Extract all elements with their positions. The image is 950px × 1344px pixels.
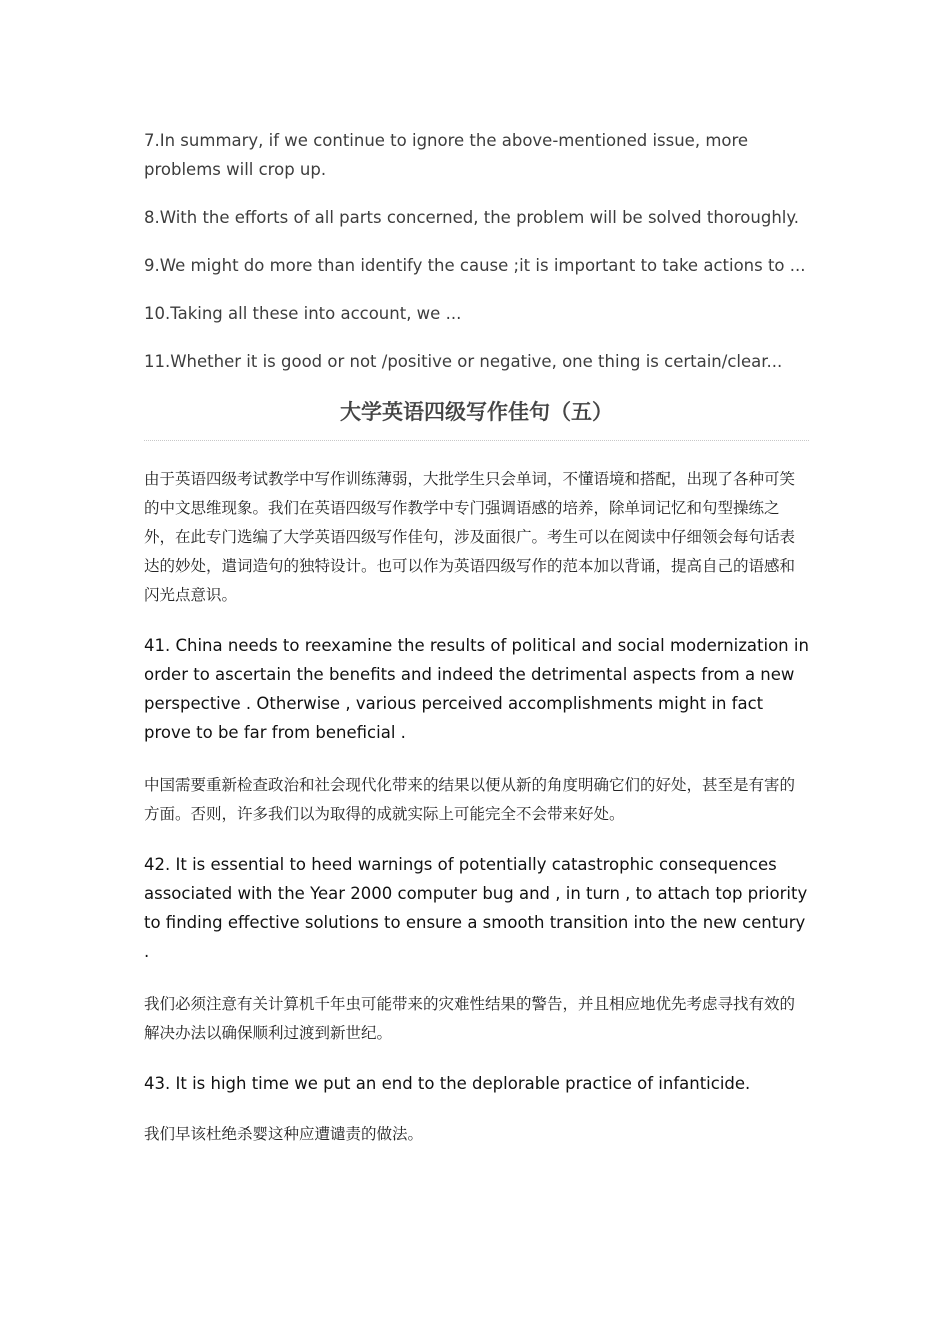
sentence-english: 41. China needs to reexamine the results of political and social modernization in order to ascertain the benefits and indeed the detrimental aspects from a new perspective . Otherwise , various perceived accomplishments might in fact prove to be far from beneficial . <box>144 636 809 742</box>
phrase-item: 11.Whether it is good or not /positive or negative, one thing is certain/clear... <box>144 352 783 371</box>
intro-paragraph: 由于英语四级考试教学中写作训练薄弱，大批学生只会单词，不懂语境和搭配，出现了各种可笑的中文思维现象。我们在英语四级写作教学中专门强调语感的培养，除单词记忆和句型操练之外，在此专门选编了大学英语四级写作佳句，涉及面很广。考生可以在阅读中仔细领会每句话表达的妙处，遣词造句的独特设计。也可以作为英语四级写作的范本加以背诵，提高自己的语感和闪光点意识。 <box>144 470 796 604</box>
phrase-item: 8.With the efforts of all parts concerned, the problem will be solved thoroughly. <box>144 208 800 227</box>
phrase-item: 10.Taking all these into account, we ... <box>144 304 462 323</box>
phrase-list <box>144 126 809 376</box>
sentence-chinese: 中国需要重新检查政治和社会现代化带来的结果以便从新的角度明确它们的好处，甚至是有害的方面。否则，许多我们以为取得的成就实际上可能完全不会带来好处。 <box>144 776 796 823</box>
document-page <box>144 126 809 1149</box>
sentence-chinese: 我们早该杜绝杀婴这种应遭谴责的做法。 <box>144 1125 424 1143</box>
sentence-english: 43. It is high time we put an end to the deplorable practice of infanticide. <box>144 1074 751 1093</box>
sentence-english: 42. It is essential to heed warnings of potentially catastrophic consequences associated with the Year 2000 computer bug and , in turn , to attach top priority to finding effective solutions to ensure a smooth transition into the new century . <box>144 855 808 961</box>
section-heading: 大学英语四级写作佳句（五） <box>144 392 809 441</box>
sentence-chinese: 我们必须注意有关计算机千年虫可能带来的灾难性结果的警告，并且相应地优先考虑寻找有效的解决办法以确保顺利过渡到新世纪。 <box>144 995 796 1042</box>
phrase-item: 7.In summary, if we continue to ignore the above-mentioned issue, more problems will crop up. <box>144 131 749 179</box>
phrase-item: 9.We might do more than identify the cause ;it is important to take actions to ... <box>144 256 806 275</box>
